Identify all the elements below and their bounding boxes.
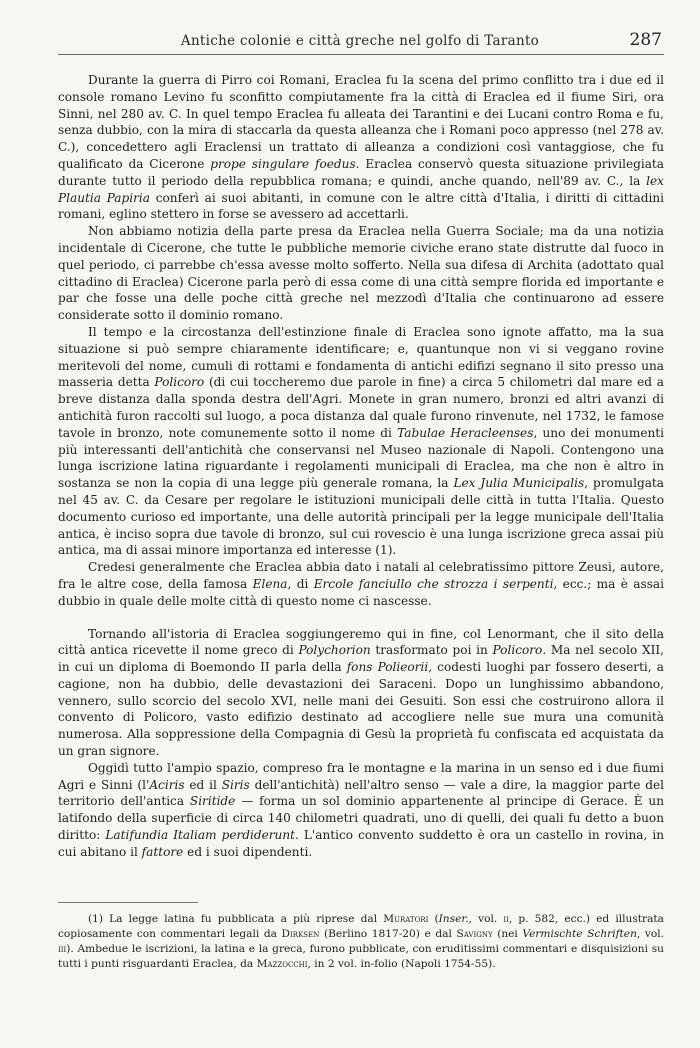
main-text — [58, 72, 664, 861]
paragraph-latifondo — [58, 760, 664, 861]
text-run: — forma un sol dominio appartenente al principe di Gerace. È un latifondo della superficie di circa 140 chilometri quadrati, uno di quelli, dei quali fu detto a buon diritto: — [58, 794, 664, 843]
italic-phrase: Aciris — [149, 777, 185, 792]
text-run: ( — [428, 913, 439, 925]
paragraph-pirro-war — [58, 72, 664, 223]
text-run: Durante la guerra di Pirro coi Romani, Eraclea fu la scena del primo conflitto tra i due ed il console romano Levino fu sconfitto compiutamente fra la città di Eraclea ed il fiume Siri, ora Sinni, nel 280 av. C. In quel tempo Eraclea fu alleata dei Tarantini e dei Lucani contro Roma e fu, senza dubbio, con la mira di staccarla da questa alleanza che i Romani poco appresso (nel 278 av. C.), concedettero agli Eraclensi un trattato di alleanza a condizioni così vantaggiose, che fu qualificato da Cicerone — [58, 73, 664, 171]
text-run: ed i suoi dipendenti. — [183, 844, 313, 859]
footnote — [58, 912, 664, 972]
italic-phrase: Policoro — [154, 375, 205, 390]
text-run: ). Ambedue le iscrizioni, la latina e la greca, furono pubblicate, con eruditissimi commentari e disquisizioni su tutti i punti risguardanti Eraclea, da — [58, 943, 664, 970]
italic-phrase: Latifundia Italiam perdiderunt — [105, 828, 295, 843]
italic-phrase: prope singulare foedus — [210, 156, 356, 171]
paragraph-zeusi — [58, 559, 664, 609]
running-title: Antiche colonie e città greche nel golfo di Taranto — [180, 33, 540, 49]
text-run: , di — [287, 576, 314, 591]
text-run: , ecc.; ma è assai dubbio in quale delle molte città di questo nome ci nascesse. — [58, 576, 664, 608]
italic-phrase: Lex Julia Municipalis — [453, 476, 585, 491]
text-run: ed il — [184, 777, 222, 792]
page-number: 287 — [629, 30, 662, 50]
text-run: , vol. — [468, 913, 504, 925]
author-name: Dirksen — [281, 928, 320, 940]
italic-phrase: fattore — [141, 844, 184, 859]
italic-phrase: Inser. — [438, 913, 469, 925]
volume-number: ii — [503, 913, 509, 925]
paragraph-policoro-history — [58, 626, 664, 760]
author-name: Muratori — [383, 913, 429, 925]
header-rule — [58, 54, 664, 55]
italic-phrase: Elena — [252, 576, 288, 591]
text-run: (Berlino 1817-20) e dal — [319, 928, 457, 940]
volume-number: iii — [58, 943, 67, 955]
italic-phrase: Siris — [221, 777, 250, 792]
text-run: (di cui toccheremo due parole in fine) a circa 5 chilometri dal mare ed a breve distanza dalla sponda destra dell'Agri. Monete in gran numero, bronzi ed altri avanzi di antichità furon raccolti sul luogo, a poca distanza dal quale furono rinvenute, nel 1732, le famose tavole in bronzo, note comunemente sotto il nome di — [58, 375, 664, 440]
italic-phrase: Policoro — [492, 643, 543, 658]
text-run: , promulgata nel 45 av. C. da Cesare per regolare le istituzioni municipali delle città in tutta l'Italia. Questo documento curioso ed importante, una delle autorità principali per la legge municipale dell'Italia antica, è inciso sopra due tavole di bronzo, sul cui rovescio è una lunga iscrizione greca assai più antica, ma di assai minore importanza ed interesse (1). — [58, 476, 664, 558]
running-head — [58, 30, 662, 54]
italic-phrase: fons Polieorii — [346, 660, 429, 675]
text-run: . Ma nel secolo XII, in cui un diploma di Boemondo II parla della — [58, 643, 664, 675]
text-run: , codesti luoghi par fossero deserti, a cagione, non ha dubbio, delle devastazioni dei Saraceni. Dopo un lunghissimo abbandono, vennero, sullo scorcio del secolo XVI, nelle mani dei Gesuiti. Son essi che costruirono allora il convento di Policoro, vasto edifizio destinato ad accogliere nelle sue mura una comunità numerosa. Alla soppressione della Compagnia di Gesù la proprietà fu confiscata ed acquistata da un gran signore. — [58, 660, 664, 759]
italic-phrase: Tabulae Heracleenses — [397, 425, 534, 440]
text-run: Oggidì tutto l'ampio spazio, compreso fra le montagne e la marina in un senso ed i due fiumi Agri e Sinni (l' — [58, 760, 664, 792]
text-run: trasformato poi in — [370, 643, 493, 658]
text-run: conferì ai suoi abitanti, in comune con le altre città d'Italia, i diritti di cittadini romani, eglino stettero in forse se avessero ad accettarli. — [58, 190, 665, 222]
italic-phrase: Vermischte Schriften — [522, 928, 637, 940]
footnote-rule — [58, 902, 198, 903]
paragraph-extinction — [58, 324, 664, 559]
text-run: , p. 582, ecc.) ed illustrata copiosamente con commentari legali da — [58, 913, 664, 940]
text-run: , in 2 vol. in-folio (Napoli 1754-55). — [307, 958, 496, 970]
text-run: Non abbiamo notizia della parte presa da Eraclea nella Guerra Sociale; ma da una notizia incidentale di Cicerone, che tutte le pubbliche memorie civiche erano state distrutte dal fuoco in quel periodo, ci parrebbe ch'essa avesse molto sofferto. Nella sua difesa di Archita (adottato qual cittadino di Eraclea) Cicerone parla però di essa come di una città sempre florida ed importante e par che fosse una delle poche città greche nel mezzodì d'Italia che continuarono ad essere considerate sotto il dominio romano. — [58, 224, 664, 323]
italic-phrase: lex Plautia Papiria — [58, 173, 664, 205]
paragraph-social-war — [58, 223, 664, 324]
text-run: Il tempo e la circostanza dell'estinzione finale di Eraclea sono ignote affatto, ma la sua situazione si può sempre chiaramente identificare; e, quantunque non vi si veggano rovine meritevoli del nome, cumuli di rottami e fondamenta di antichi edifizi segnano il sito presso una masseria detta — [58, 324, 664, 390]
italic-phrase: Polychorion — [298, 643, 371, 658]
footnote-1 — [58, 912, 664, 972]
text-run: (nei — [492, 928, 523, 940]
text-run: . Eraclea conservò questa situazione privilegiata durante tutto il periodo della repubblica romana; e quindi, anche quando, nell'89 av. C., la — [58, 156, 664, 188]
text-run: Credesi generalmente che Eraclea abbia dato i natali al celebratissimo pittore Zeusi, autore, fra le altre cose, della famosa — [58, 560, 664, 591]
text-run: (1) La legge latina fu pubblicata a più riprese dal — [88, 913, 384, 925]
author-name: Savigny — [456, 928, 493, 940]
author-name: Mazzocchi — [256, 958, 308, 970]
text-run: , vol. — [636, 928, 664, 940]
italic-phrase: Ercole fanciullo che strozza i serpenti — [313, 576, 554, 591]
text-run: . L'antico convento suddetto è ora un castello in rovina, in cui abitano il — [58, 828, 664, 859]
text-run: Tornando all'istoria di Eraclea soggiungeremo qui in fine, col Lenormant, che il sito della città antica ricevette il nome greco di — [58, 626, 664, 658]
text-run: dell'antichità) nell'altro senso — vale a dire, la maggior parte del territorio dell'antica — [58, 777, 665, 809]
italic-phrase: Siritide — [189, 794, 236, 809]
text-run: , uno dei monumenti più interessanti dell'antichità che conservansi nel Museo nazionale di Napoli. Contengono una lunga iscrizione latina riguardante i regolamenti municipali di Eraclea, ma che non è altro in sostanza se non la copia di una legge più generale romana, la — [58, 425, 664, 491]
